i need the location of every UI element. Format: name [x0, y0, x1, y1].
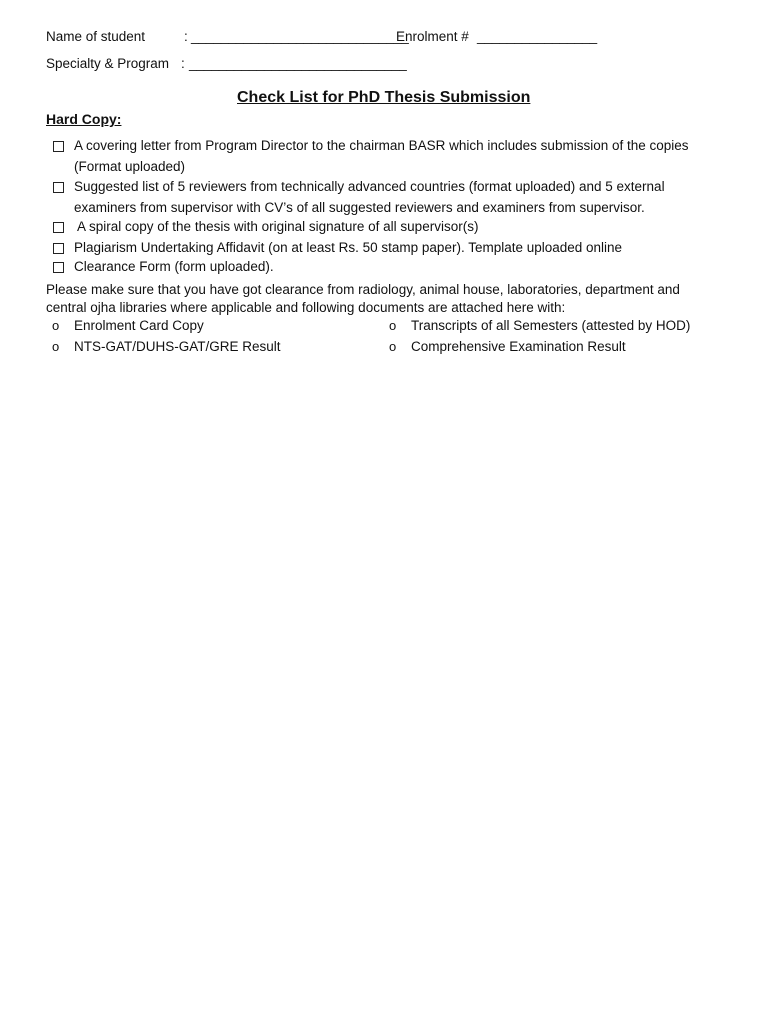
name-colon: :: [184, 29, 188, 44]
page-title: Check List for PhD Thesis Submission: [237, 89, 531, 106]
name-label: Name of student: [46, 29, 146, 44]
checklist-item-line2: (Format uploaded): [74, 159, 186, 174]
checkbox-icon[interactable]: [53, 243, 64, 254]
clearance-note-line2: central ojha libraries where applicable and following documents are attached here with:: [46, 300, 566, 315]
specialty-colon: :: [181, 56, 185, 71]
bullet-icon: o: [389, 339, 397, 354]
checklist-item-line1: A spiral copy of the thesis with original signature of all supervisor(s): [74, 219, 479, 234]
bullet-icon: o: [389, 318, 397, 333]
checkbox-icon[interactable]: [53, 182, 64, 193]
bullet-icon: o: [52, 318, 60, 333]
list-item: Transcripts of all Semesters (attested by HOD): [411, 318, 691, 333]
list-item: Enrolment Card Copy: [74, 318, 204, 333]
list-item: Comprehensive Examination Result: [411, 339, 626, 354]
list-item: NTS-GAT/DUHS-GAT/GRE Result: [74, 339, 281, 354]
checkbox-icon[interactable]: [53, 262, 64, 273]
checklist-item-line1: Plagiarism Undertaking Affidavit (on at least Rs. 50 stamp paper). Template uploaded online: [74, 240, 623, 255]
enrolment-field[interactable]: ________________: [477, 29, 598, 44]
hard-copy-heading: Hard Copy:: [46, 111, 122, 127]
checklist-item-line1: A covering letter from Program Director to the chairman BASR which includes submission of the copies: [74, 138, 689, 153]
specialty-label: Specialty & Program: [46, 56, 170, 71]
checkbox-icon[interactable]: [53, 222, 64, 233]
name-field[interactable]: _____________________________: [191, 29, 409, 44]
clearance-note-line1: Please make sure that you have got clearance from radiology, animal house, laboratories, department and: [46, 282, 680, 297]
enrolment-label: Enrolment #: [396, 29, 469, 44]
checklist-item-line1: Suggested list of 5 reviewers from technically advanced countries (format uploaded) and 5 external: [74, 179, 665, 194]
checklist-item-line2: examiners from supervisor with CV’s of all suggested reviewers and examiners from supervisor.: [74, 200, 645, 215]
checkbox-icon[interactable]: [53, 141, 64, 152]
checklist-item-line1: Clearance Form (form uploaded).: [74, 259, 274, 274]
specialty-field[interactable]: _____________________________: [189, 56, 407, 71]
bullet-icon: o: [52, 339, 60, 354]
